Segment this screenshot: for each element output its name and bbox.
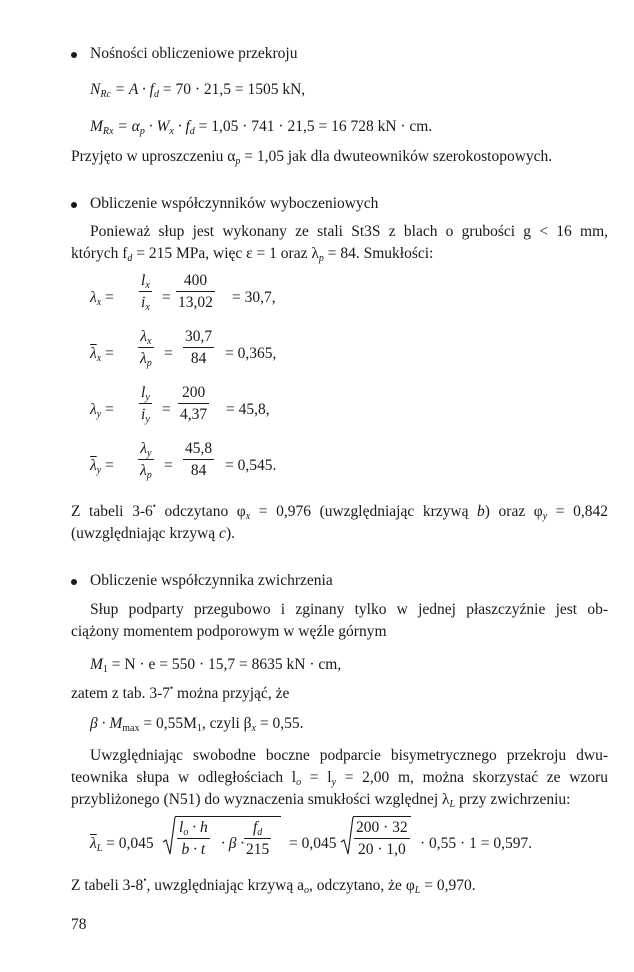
equals-sign: = xyxy=(162,289,171,306)
paragraph-line: teownika słupa w odległościach $l_o = l_y = 2,00$ m, można skorzystać ze wzoru xyxy=(71,769,608,788)
square-root-sign xyxy=(340,816,354,856)
root-overline xyxy=(175,816,281,817)
coefficient: = 0,045 xyxy=(289,835,337,852)
paragraph-line: Słup podparty przegubowo i zginany tylko w jednej płaszczyźnie jest ob- xyxy=(90,601,608,618)
result: = 0,545. xyxy=(225,457,277,474)
square-root-sign xyxy=(162,816,176,856)
fraction: $\frac{l_x}{i_x}$ xyxy=(141,272,150,313)
section-heading-buckling: Obliczenie współczynników wyboczeniowych xyxy=(90,195,379,212)
result: = 0,365, xyxy=(225,345,277,362)
slenderness-lambda-y: $\lambda_y$ = xyxy=(90,401,114,420)
assumption-note: Przyjęto w uproszczeniu $\alpha_p = 1,05$ jak dla dwuteowników szerokostopowych. xyxy=(71,148,553,167)
fraction: $\frac{\lambda_y}{\lambda_p}$ xyxy=(140,440,152,481)
fraction: $\frac{\lambda_x}{\lambda_p}$ xyxy=(140,328,152,369)
result: · 0,55 · 1 = 0,597. xyxy=(420,835,533,852)
bullet-marker xyxy=(71,202,77,208)
paragraph-line: (uwzględniając krzywą c). xyxy=(71,525,235,542)
fraction: $\frac{400}{13,02}$ xyxy=(178,272,213,311)
bullet-marker xyxy=(71,579,77,585)
section-heading-lateral-buckling: Obliczenie współczynnika zwichrzenia xyxy=(90,572,333,589)
relative-slenderness-y: $\overline{\lambda}_y$ = xyxy=(90,457,114,476)
result: = 30,7, xyxy=(232,289,276,306)
paragraph-line: zatem z tab. 3-7• można przyjąć, że xyxy=(71,683,290,702)
equals-sign: = xyxy=(162,401,171,418)
paragraph-line: Ponieważ słup jest wykonany ze stali St3S z blach o grubości g < 16 mm, xyxy=(90,223,608,240)
fraction: $\frac{l_o \cdot h}{b \cdot t}$ xyxy=(179,819,208,858)
paragraph-line: Uwzględniając swobodne boczne podparcie bisymetrycznego przekroju dwu- xyxy=(90,747,608,764)
page-number: 78 xyxy=(71,916,87,933)
paragraph-line: Z tabeli 3-6• odczytano $\varphi_x = 0,976$ (uwzględniając krzywą b) oraz $\varphi_y = 0,842$ xyxy=(71,501,609,522)
formula-beta: $\beta \cdot M_{max} = 0,55M_1$, czyli $\beta_x = 0,55$. xyxy=(90,715,304,734)
bullet-marker xyxy=(71,52,77,58)
fraction: $\frac{200 \cdot 32}{20 \cdot 1,0}$ xyxy=(356,819,408,858)
result: = 45,8, xyxy=(226,401,270,418)
formula-moment: $M_1 = N \cdot e = 550 \cdot 15,7 = 8635$ kN · cm, xyxy=(90,656,342,675)
root-overline xyxy=(353,816,411,817)
formula-lambda-L: $\overline{\lambda}_L = 0,045$ xyxy=(90,835,154,854)
fraction: $\frac{l_y}{i_y}$ xyxy=(141,384,150,425)
paragraph-line: których $f_d = 215$ MPa, więc ε = 1 oraz $\lambda_p = 84$. Smukłości: xyxy=(71,245,434,264)
equals-sign: = xyxy=(164,457,173,474)
fraction: $\frac{45,8}{84}$ xyxy=(185,440,213,479)
fraction: $\frac{30,7}{84}$ xyxy=(185,328,213,367)
paragraph-line: Z tabeli 3-8•, uwzględniając krzywą $a_o$, odczytano, że $\varphi_L = 0,970$. xyxy=(71,875,476,896)
equals-sign: = xyxy=(164,345,173,362)
slenderness-lambda-x: $\lambda_x$ = xyxy=(90,289,114,308)
fraction: $\frac{200}{4,37}$ xyxy=(180,384,208,423)
section-heading-capacity: Nośności obliczeniowe przekroju xyxy=(90,45,298,62)
formula-axial-capacity: $N_{Rc} = A \cdot f_d = 70 \cdot 21,5 = 1505$ kN, xyxy=(90,81,306,100)
formula-moment-capacity: $M_{Rx} = \alpha_p \cdot W_x \cdot f_d = 1,05 \cdot 741 \cdot 21,5 = 16$ 728 kN · cm. xyxy=(90,118,433,137)
paragraph-line: ciążony momentem podporowym w węźle górnym xyxy=(71,623,387,640)
paragraph-line: przybliżonego (N51) do wyznaczenia smukłości względnej $\lambda_L$ przy zwichrzeniu: xyxy=(71,791,571,810)
relative-slenderness-x: $\overline{\lambda}_x$ = xyxy=(90,345,114,364)
fraction: $\frac{f_d}{215}$ xyxy=(246,819,270,858)
beta-factor: · β · xyxy=(221,835,245,852)
